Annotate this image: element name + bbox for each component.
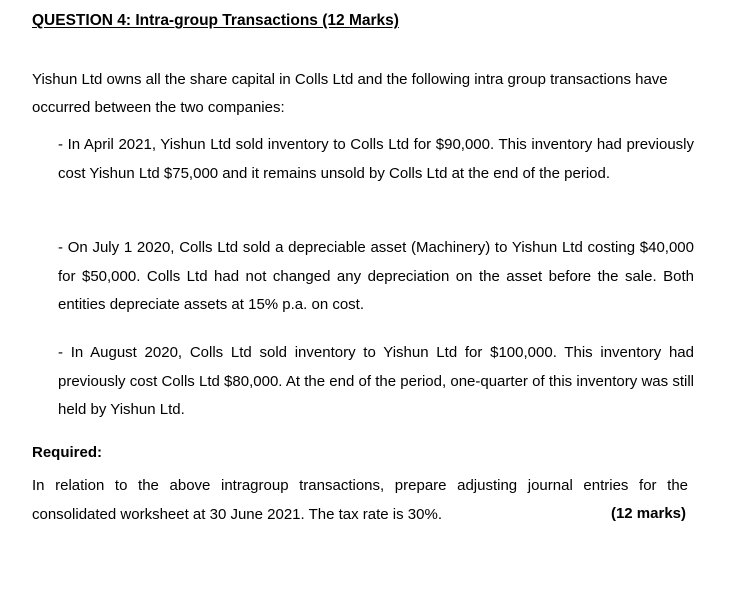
required-label: Required: <box>32 444 103 461</box>
marks-label: (12 marks) <box>610 505 686 522</box>
required-text: In relation to the above intragroup transactions, prepare adjusting journal entries for the consolidated worksheet at 30 June 2021. The tax rate is 30%. <box>32 477 688 523</box>
transaction-item-2: - On July 1 2020, Colls Ltd sold a depreciable asset (Machinery) to Yishun Ltd costing $40,000 for $50,000. Colls Ltd had not changed any depreciation on the asset before the sale. Both entities depreciate assets at 15% p.a. on cost. <box>58 239 694 313</box>
transaction-item-1: - In April 2021, Yishun Ltd sold inventory to Colls Ltd for $90,000. This inventory had previously cost Yishun Ltd $75,000 and it remains unsold by Colls Ltd at the end of the period. <box>58 136 694 182</box>
intro-paragraph: Yishun Ltd owns all the share capital in Colls Ltd and the following intra group transactions have occurred between the two companies: <box>32 71 668 116</box>
question-heading: QUESTION 4: Intra-group Transactions (12 Marks) <box>32 12 399 29</box>
transaction-item-3: - In August 2020, Colls Ltd sold inventory to Yishun Ltd for $100,000. This inventory had previously cost Colls Ltd $80,000. At the end of the period, one-quarter of this inventory was still held by Yishun Ltd. <box>58 344 694 418</box>
